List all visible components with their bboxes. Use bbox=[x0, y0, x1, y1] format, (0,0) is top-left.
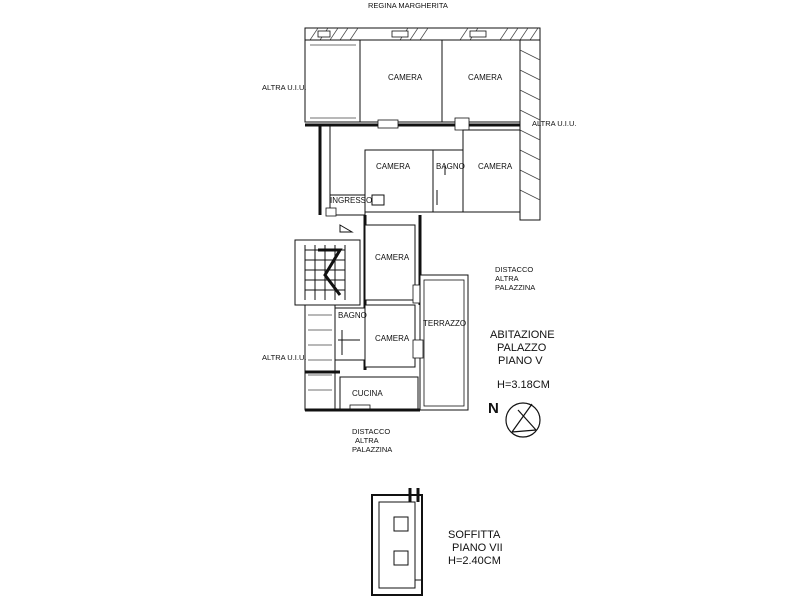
room-label-bagno-1: BAGNO bbox=[436, 162, 465, 171]
room-label-camera-3: CAMERA bbox=[376, 162, 411, 171]
neighbor-label-bottom-left: ALTRA U.I.U. bbox=[262, 353, 307, 362]
compass-icon bbox=[506, 403, 540, 437]
top-wall-hatch bbox=[305, 28, 540, 40]
room-label-terrazzo: TERRAZZO bbox=[423, 319, 467, 328]
main-floor-plan bbox=[262, 1, 576, 454]
compass-label: N bbox=[488, 400, 499, 417]
detachment-bottom-line3: PALAZZINA bbox=[352, 445, 393, 454]
lower-left-wall-block bbox=[305, 305, 335, 410]
attic-caption-line2: PIANO VII bbox=[452, 542, 503, 554]
attic-caption-height: H=2.40CM bbox=[448, 555, 501, 567]
caption-line3: PIANO V bbox=[498, 355, 543, 367]
room-terrazzo-outline bbox=[420, 275, 468, 410]
room-label-camera-5: CAMERA bbox=[375, 253, 410, 262]
detachment-right-line2: ALTRA bbox=[495, 274, 519, 283]
room-label-camera-2: CAMERA bbox=[468, 73, 503, 82]
neighbor-label-right: ALTRA U.I.U. bbox=[532, 119, 577, 128]
room-label-bagno-2: BAGNO bbox=[338, 311, 367, 320]
caption-line1: ABITAZIONE bbox=[490, 329, 555, 341]
attic-skylight-2 bbox=[394, 551, 408, 565]
north-compass bbox=[488, 400, 540, 437]
detachment-right-line3: PALAZZINA bbox=[495, 283, 536, 292]
room-label-camera-4: CAMERA bbox=[478, 162, 513, 171]
attic-plan bbox=[372, 488, 503, 595]
caption-line2: PALAZZO bbox=[497, 342, 547, 354]
room-camera-4-outline bbox=[463, 130, 520, 212]
staircase bbox=[295, 225, 360, 305]
right-wall-strip bbox=[520, 40, 540, 220]
room-label-camera-6: CAMERA bbox=[375, 334, 410, 343]
room-label-cucina: CUCINA bbox=[352, 389, 383, 398]
room-label-ingresso: INGRESSO bbox=[330, 196, 373, 205]
room-camera-5-outline bbox=[365, 225, 415, 300]
upper-left-wall-block bbox=[305, 40, 360, 122]
neighbor-label-top-left: ALTRA U.I.U. bbox=[262, 83, 307, 92]
street-label: REGINA MARGHERITA bbox=[368, 1, 448, 10]
attic-skylight-1 bbox=[394, 517, 408, 531]
detachment-right-line1: DISTACCO bbox=[495, 265, 534, 274]
detachment-bottom-line2: ALTRA bbox=[355, 436, 379, 445]
caption-height: H=3.18CM bbox=[497, 379, 550, 391]
room-label-camera-1: CAMERA bbox=[388, 73, 423, 82]
detachment-bottom-line1: DISTACCO bbox=[352, 427, 391, 436]
attic-caption-line1: SOFFITTA bbox=[448, 529, 501, 541]
